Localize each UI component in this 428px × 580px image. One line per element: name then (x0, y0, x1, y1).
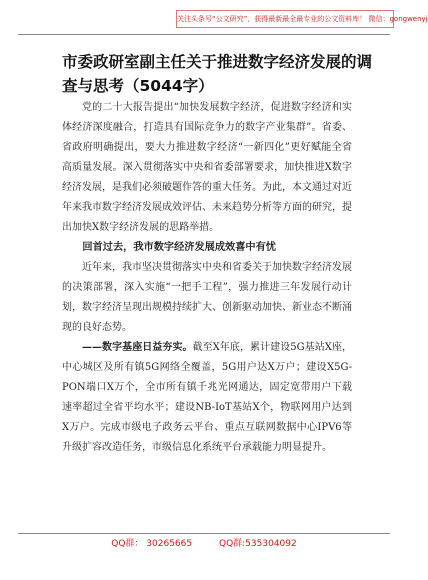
body-paragraph: 党的二十大报告提出“加快发展数字经济，促进数字经济和实体经济深度融合，打造具有国际竞争力的数字产业集群”。省委、省政府明确提出，要大力推进数字经济“一新四化”更好赋能全省高质量发展。深入贯彻落实中央和省委部署要求，加快推进X数字经济发展，是我们必须破题作答的重大任务。为此，本文通过对近年来我市数字经济发展成效评估、未来趋势分析等方面的研究，提出加快X数字经济发展的思路举措。 (62, 102, 352, 233)
document-title: 市委政研室副主任关于推进数字经济发展的调查与思考（5044字） (62, 53, 373, 95)
footer-rule (18, 533, 390, 534)
header-rule (18, 34, 390, 35)
footer-qq-group-1: QQ群： 30265665 (111, 539, 193, 549)
paragraph-body: 截至X年底，累计建设5G基站X座，中心城区及所有镇5G网络全覆盖，5G用户达X万户；建设X5G-PON端口X万个，全市所有镇千兆光网通达，固定宽带用户下载速率超过全省平均水平；建设NB-IoT基站X个，物联网用户达到X万户。完成市级电子政务云平台、重点互联网数据中心IPV6等升级扩容改造任务，市级信息化系统平台承载能力明显提升。 (62, 342, 352, 453)
body-paragraph: 近年来，我市坚决贯彻落实中央和省委关于加快数字经济发展的决策部署，深入实施“一把手工程”，强力推进三年发展行动计划，数字经济呈现出规模持续扩大、创新驱动加快、新业态不断涌现的良好态势。 (62, 262, 352, 333)
footer-qq-group-2: QQ群:535304092 (218, 539, 297, 549)
paragraph-lead: ——数字基座日益夯实。 (82, 342, 193, 353)
header-banner: 关注头条号“公文研究”，获得最新最全最专业的公文资料库！ 微信：gongwenyj (176, 10, 394, 28)
document-body (62, 98, 352, 458)
section-heading: 回首过去，我市数字经济发展成效喜中有忧 (82, 242, 276, 253)
footer (0, 536, 408, 549)
body-paragraph (62, 338, 352, 458)
